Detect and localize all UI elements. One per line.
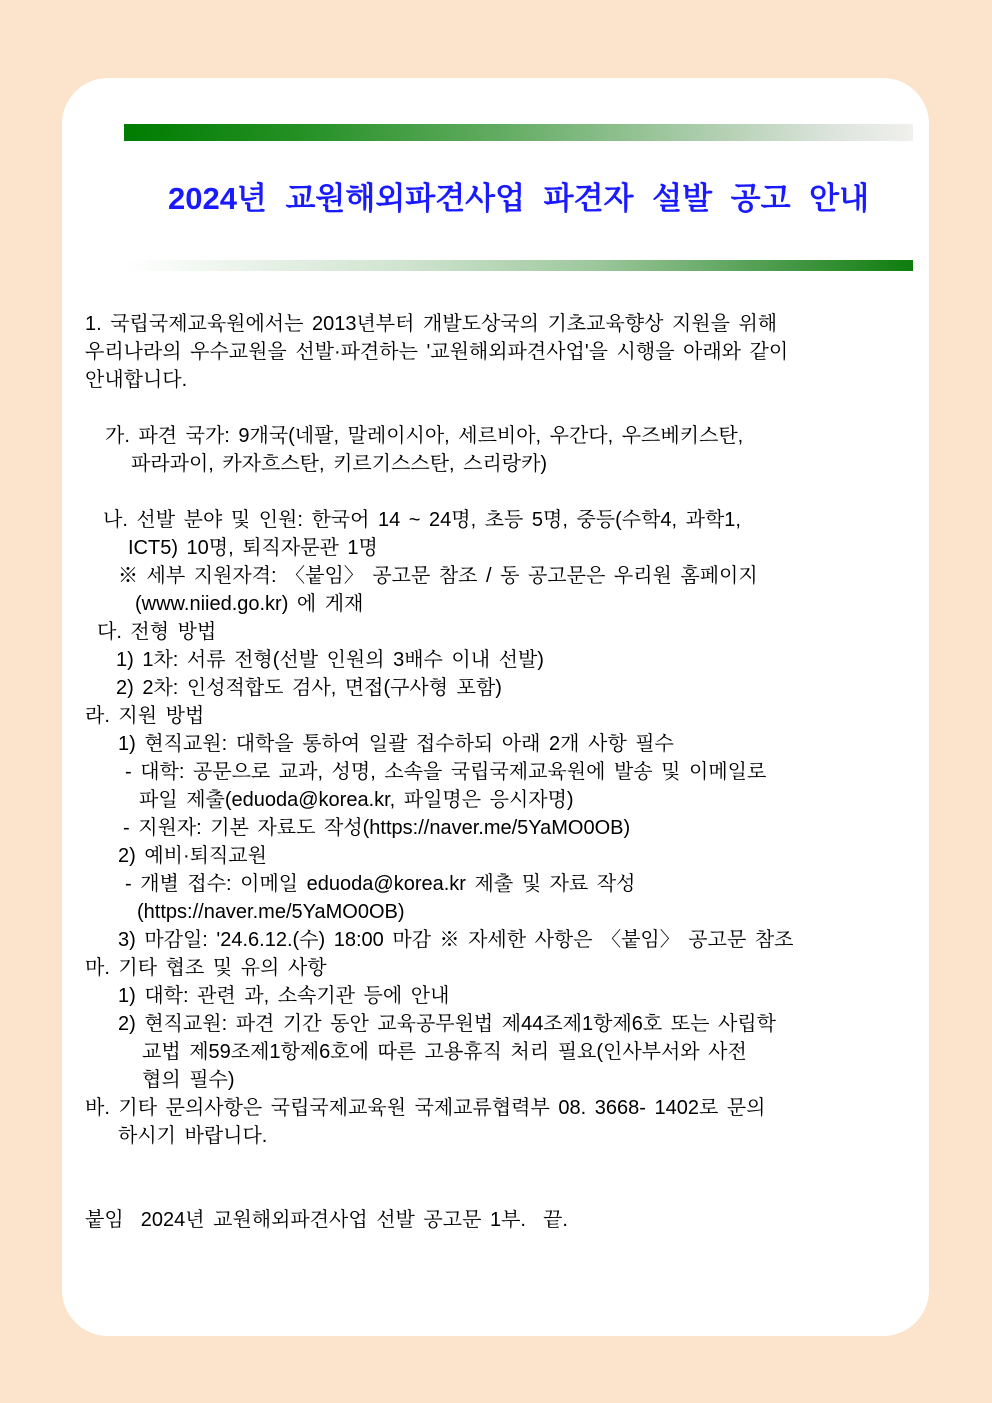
document-line: ICT5) 10명, 퇴직자문관 1명 (128, 537, 378, 559)
document-line: 붙임 2024년 교원해외파견사업 선발 공고문 1부. 끝. (85, 1209, 568, 1231)
document-line: ※ 세부 지원자격: 〈붙임〉 공고문 참조 / 동 공고문은 우리원 홈페이지 (118, 565, 758, 587)
document-line: 교법 제59조제1항제6호에 따른 고용휴직 처리 필요(인사부서와 사전 (142, 1041, 747, 1063)
notice-title: 2024년 교원해외파견사업 파견자 설발 공고 안내 (167, 181, 870, 216)
document-line: (https://naver.me/5YaMO0OB) (137, 901, 405, 923)
document-line: - 개별 접수: 이메일 eduoda@korea.kr 제출 및 자료 작성 (125, 873, 636, 895)
bottom-gradient-bar (124, 260, 913, 271)
document-line: (www.niied.go.kr) 에 게재 (135, 593, 364, 615)
document-line: 2) 현직교원: 파견 기간 동안 교육공무원법 제44조제1항제6호 또는 사립학 (118, 1013, 776, 1035)
document-line: 마. 기타 협조 및 유의 사항 (85, 957, 327, 979)
document-line: 가. 파견 국가: 9개국(네팔, 말레이시아, 세르비아, 우간다, 우즈베키스탄, (105, 425, 744, 447)
document-line: 파라과이, 카자흐스탄, 키르기스스탄, 스리랑카) (131, 453, 548, 475)
document-line: 안내합니다. (85, 369, 188, 391)
document-line: 1) 대학: 관련 과, 소속기관 등에 안내 (118, 985, 450, 1007)
document-line (85, 1150, 915, 1178)
document-line: 2) 2차: 인성적합도 검사, 면접(구사형 포함) (116, 677, 502, 699)
document-line: 3) 마감일: '24.6.12.(수) 18:00 마감 ※ 자세한 사항은 〈붙임〉 공고문 참조 (118, 929, 794, 951)
document-line: 1) 1차: 서류 전형(선발 인원의 3배수 이내 선발) (116, 649, 544, 671)
document-line (85, 394, 915, 422)
document-line: 바. 기타 문의사항은 국립국제교육원 국제교류협력부 08. 3668- 1402로 문의 (85, 1097, 766, 1119)
document-line: 나. 선발 분야 및 인원: 한국어 14 ~ 24명, 초등 5명, 중등(수학4, 과학1, (103, 509, 741, 531)
document-line: 하시기 바랍니다. (118, 1125, 268, 1147)
document-line: 우리나라의 우수교원을 선발·파견하는 '교원해외파견사업'을 시행을 아래와 같이 (85, 341, 789, 363)
document-line: 1) 현직교원: 대학을 통하여 일괄 접수하되 아래 2개 사항 필수 (118, 733, 674, 755)
document-line: 1. 국립국제교육원에서는 2013년부터 개발도상국의 기초교육향상 지원을 위해 (85, 313, 778, 335)
document-line (85, 478, 915, 506)
document-body (85, 310, 915, 1234)
document-line: - 대학: 공문으로 교과, 성명, 소속을 국립국제교육원에 발송 및 이메일로 (125, 761, 767, 783)
document-line (85, 1178, 915, 1206)
document-line: 다. 전형 방법 (97, 621, 217, 643)
top-gradient-bar (124, 124, 913, 141)
document-line: 라. 지원 방법 (85, 705, 205, 727)
document-line: 2) 예비·퇴직교원 (118, 845, 267, 867)
notice-card (62, 78, 929, 1336)
document-line: 협의 필수) (142, 1069, 235, 1091)
document-line: - 지원자: 기본 자료도 작성(https://naver.me/5YaMO0OB) (123, 817, 631, 839)
document-line: 파일 제출(eduoda@korea.kr, 파일명은 응시자명) (139, 789, 574, 811)
